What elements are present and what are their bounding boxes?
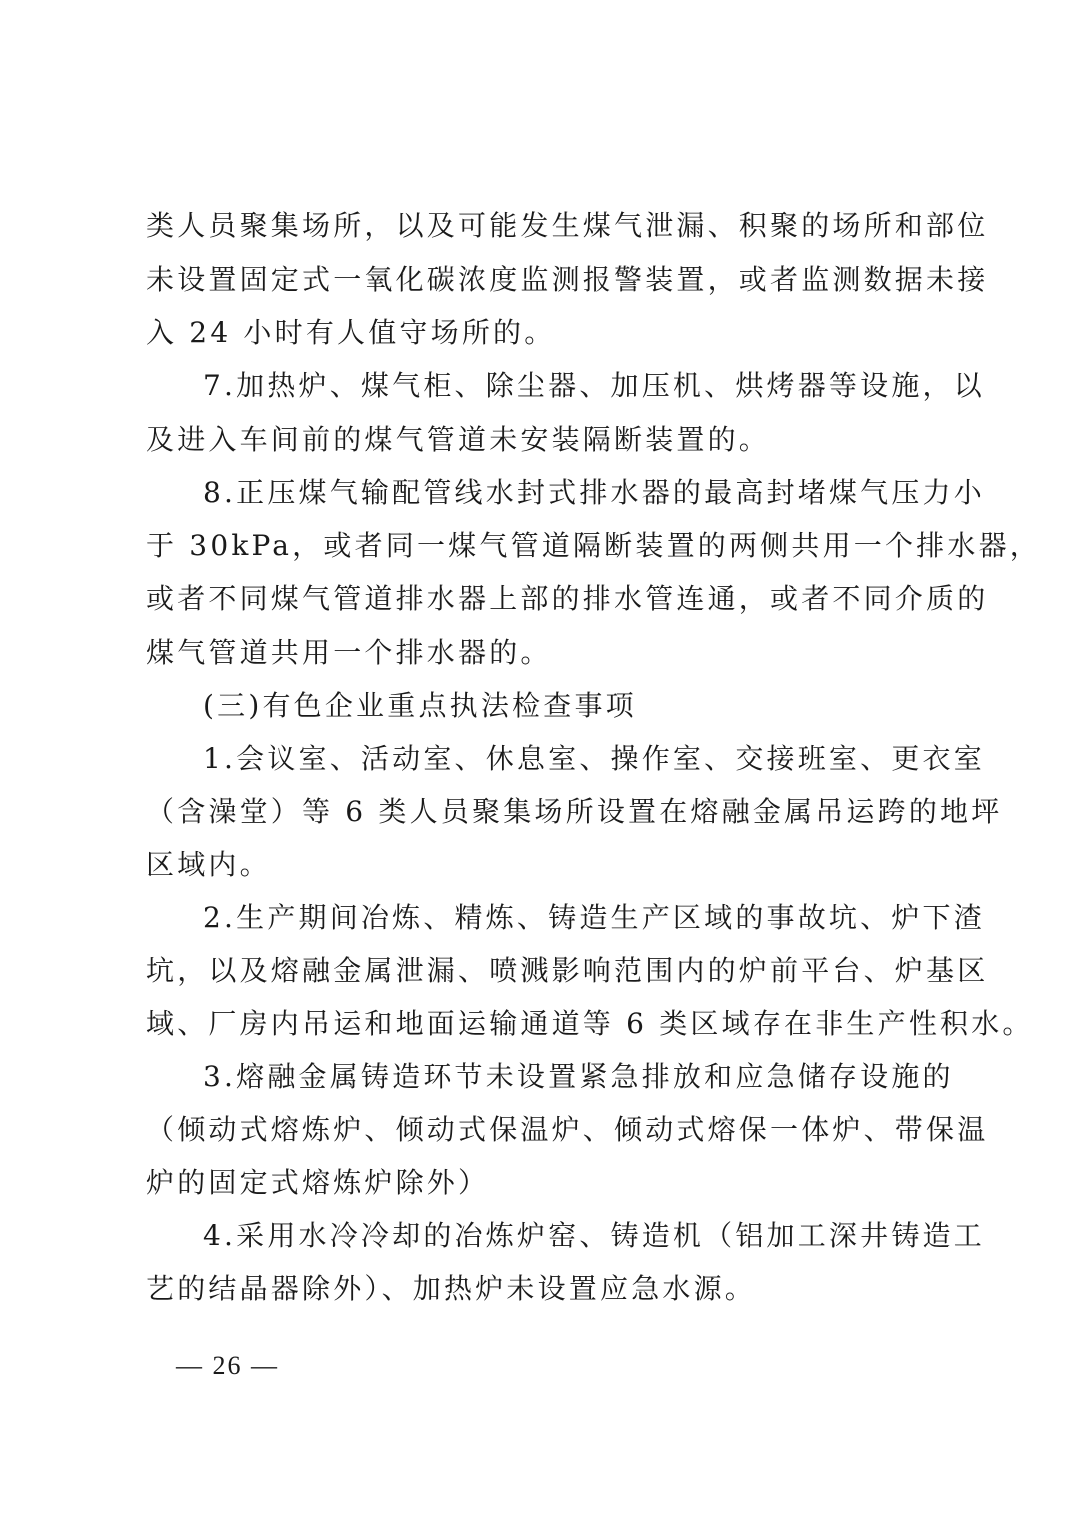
text-line: （含澡堂）等 6 类人员聚集场所设置在熔融金属吊运跨的地坪	[146, 795, 1003, 828]
text-line: 及进入车间前的煤气管道未安装隔断装置的。	[146, 423, 771, 456]
text-line: 域、厂房内吊运和地面运输通道等 6 类区域存在非生产性积水。	[146, 1007, 1034, 1040]
text-line: 2.生产期间冶炼、精炼、铸造生产区域的事故坑、炉下渣	[203, 901, 985, 934]
text-line: 炉的固定式熔炼炉除外）	[146, 1166, 490, 1199]
text-line: 入 24 小时有人值守场所的。	[146, 316, 556, 349]
text-line: （倾动式熔炼炉、倾动式保温炉、倾动式熔保一体炉、带保温	[146, 1113, 989, 1146]
text-line: 1.会议室、活动室、休息室、操作室、交接班室、更衣室	[203, 742, 985, 775]
text-line: 于 30kPa，或者同一煤气管道隔断装置的两侧共用一个排水器，	[146, 529, 1041, 562]
text-line: 类人员聚集场所，以及可能发生煤气泄漏、积聚的场所和部位	[146, 209, 989, 242]
text-line: 3.熔融金属铸造环节未设置紧急排放和应急储存设施的	[203, 1060, 954, 1093]
text-line: 区域内。	[146, 848, 271, 881]
page-number: — 26 —	[176, 1351, 279, 1380]
text-line: 或者不同煤气管道排水器上部的排水管连通，或者不同介质的	[146, 582, 989, 615]
text-line: 艺的结晶器除外）、加热炉未设置应急水源。	[146, 1272, 757, 1305]
text-line: 4.采用水冷冷却的冶炼炉窑、铸造机（铝加工深井铸造工	[203, 1219, 985, 1252]
text-line: 8.正压煤气输配管线水封式排水器的最高封堵煤气压力小	[203, 476, 985, 509]
text-line: 坑，以及熔融金属泄漏、喷溅影响范围内的炉前平台、炉基区	[146, 954, 989, 987]
text-line: 7.加热炉、煤气柜、除尘器、加压机、烘烤器等设施，以	[203, 369, 985, 402]
text-line: 煤气管道共用一个排水器的。	[146, 636, 552, 669]
section-heading: (三)有色企业重点执法检查事项	[203, 689, 637, 722]
text-line: 未设置固定式一氧化碳浓度监测报警装置，或者监测数据未接	[146, 263, 989, 296]
